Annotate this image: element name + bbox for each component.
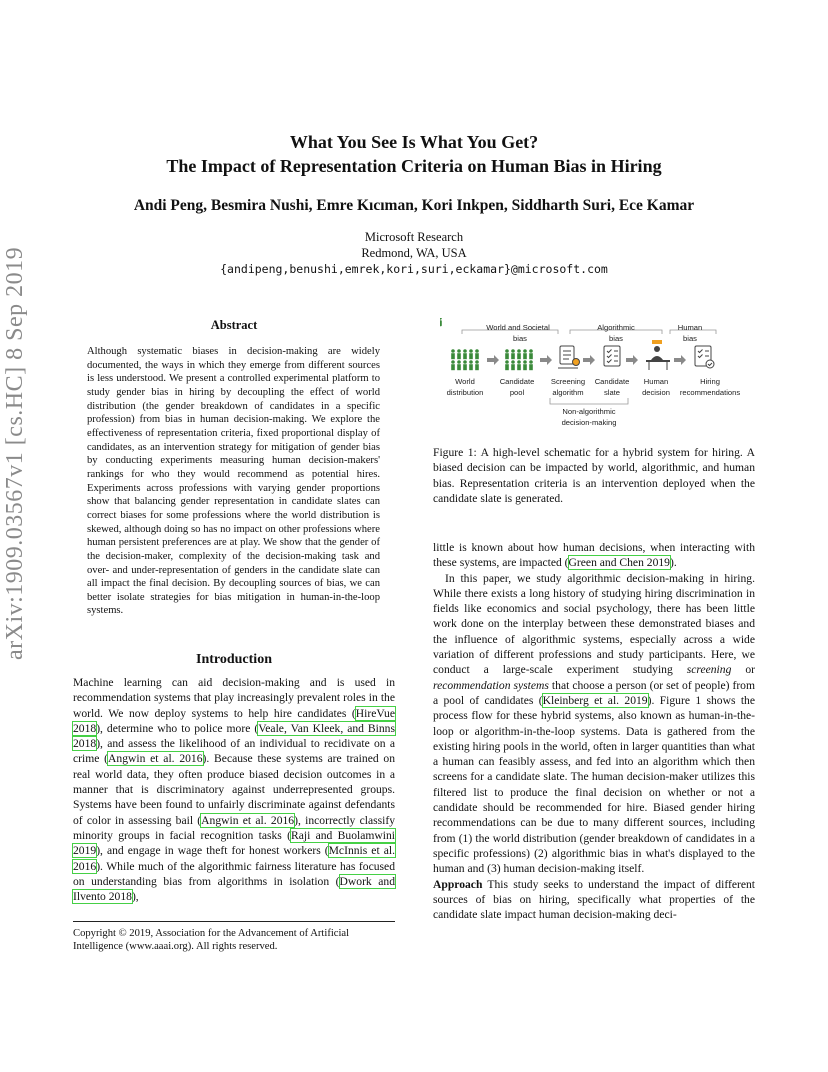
stage-label-slate: Candidate slate: [594, 377, 630, 397]
group-label-human: Human bias: [677, 323, 703, 343]
stage-label-pool: Candidate pool: [499, 377, 535, 397]
stage-label-screening: Screening algorithm: [550, 377, 586, 397]
arrow-icon: [583, 355, 595, 365]
candidate-pool-icon: [505, 349, 533, 370]
citation-link[interactable]: Kleinberg et al. 2019: [542, 693, 648, 707]
intro-text: ), and assess the likelihood of an individual to recidivate on a crime (: [73, 737, 395, 766]
intro-text: ),: [131, 890, 139, 904]
group-label-algorithmic: Algorithmic bias: [597, 323, 635, 343]
affiliation-org: Microsoft Research: [364, 230, 464, 244]
author-emails: {andipeng,benushi,emrek,kori,suri,eckamar}@microsoft.com: [220, 262, 608, 276]
body-text: that choose a person (or set of people) from a pool of candidates (: [433, 678, 755, 707]
arrow-icon: [487, 355, 499, 365]
figure-1-caption: Figure 1: A high-level schematic for a hybrid system for hiring. A biased decision can be impacted by world, algorithmic, and human bias. Representation criteria is an intervention deployed when the candidate slate is generated.: [433, 446, 755, 505]
candidate-slate-icon: [604, 346, 620, 366]
citation-link[interactable]: Veale, Van Kleek, and Binns 2018: [73, 721, 395, 751]
introduction-heading: Introduction: [196, 652, 272, 667]
arrow-icon: [674, 355, 686, 365]
stage-label-world: World distribution: [446, 377, 484, 397]
stage-label-human: Human decision: [642, 377, 670, 397]
intro-text: ). Because these systems are trained on real world data, they often produce biased decision outcomes in a manner that is discriminatory against underrepresented groups. Systems have been found to unfairly discriminate against defendants of color in assessing bail (: [73, 752, 396, 827]
intro-text: ). While much of the algorithmic fairness literature has focused on understanding bias from algorithms in isolation (: [73, 859, 395, 888]
group-label-world: World and Societal bias: [486, 323, 550, 343]
citation-link[interactable]: Angwin et al. 2016: [108, 752, 203, 766]
non-algorithmic-label: Non-algorithmic decision-making: [561, 407, 617, 427]
introduction-body: [73, 675, 395, 904]
citation-link[interactable]: Dwork and Ilvento 2018: [73, 874, 395, 904]
hiring-recommendations-icon: [695, 346, 714, 368]
title-line-2: The Impact of Representation Criteria on Human Bias in Hiring: [166, 156, 662, 176]
intro-text: ), determine who to police more (: [96, 721, 259, 735]
body-text: This study seeks to understand the impact of different sources of bias on hiring, specifically what properties of the candidate slate impact human decision-making deci-: [433, 877, 755, 922]
emphasis-text: recommendation systems: [433, 678, 549, 692]
emphasis-text: screening: [686, 663, 732, 677]
citation-link[interactable]: Angwin et al. 2016: [201, 813, 295, 827]
world-people-icon: [451, 349, 479, 370]
screening-algorithm-icon: [558, 346, 580, 368]
intro-text: ), and engage in wage theft for honest workers (: [96, 844, 329, 858]
title-line-1: What You See Is What You Get?: [289, 132, 539, 152]
human-decision-icon: [646, 340, 670, 370]
arrow-icon: [626, 355, 638, 365]
abstract-body: Although systematic biases in decision-making are widely documented, the ways in which they emerge from different sources is less understood. We present a controlled experimental platform to study gender bias in hiring by decoupling the effect of world distribution (the gender breakdown of candidates in a specific profession) from bias in human decision-making. We explore the effectiveness of representation criteria, fixed proportional display of candidates, as an intervention strategy for mitigation of gender bias by conducting experiments measuring human decision-makers' rankings for who they would recommend as potential hires. Experiments across professions with varying gender proportions show that balancing gender representation in candidate slates can correct biases for some professions where the world distribution is skewed, although doing so has no impact on other professions where human persistent preferences are at play. We show that the gender of the decision-maker, complexity of the decision-making task and over- and under-representation of genders in the candidate slate can all impact the final decision. By decoupling sources of bias, we can better isolate strategies for bias mitigation in human-in-the-loop systems.: [87, 346, 380, 617]
body-text: ). Figure 1 shows the process flow for these hybrid systems, also known as human-in-the-loop or algorithm-in-the-loop systems. Data is gathered from the existing hiring pools in the world, often in larger quantities than what a human can feasibly assess, and fed into an algorithm which then screens for a candidate slate. The human decision-maker utilizes this filtered list to produce the final decision on whether or not a candidate should be recommended for hire. Biased gender hiring recommendations can be due to many different sources, including from (1) the world distribution (gender breakdown of candidates in a specific professions) (2) algorithmic bias in what's displayed to the human and (3) human decision-making itself.: [433, 693, 755, 876]
affiliation: [0, 229, 828, 277]
copyright-notice: Copyright © 2019, Association for the Advancement of Artificial Intelligence (www.aaai.org). All rights reserved.: [73, 921, 395, 953]
abstract-heading: Abstract: [210, 318, 258, 332]
right-column-body: [433, 540, 755, 922]
author-list: Andi Peng, Besmira Nushi, Emre Kıcıman, Kori Inkpen, Siddharth Suri, Ece Kamar: [133, 197, 695, 214]
citation-link[interactable]: HireVue 2018: [73, 706, 395, 735]
body-text: In this paper, we study algorithmic decision-making in hiring. While there exists a long history of studying hiring discrimination in fields like economics and social psychology, there has been little work done on the interplay between these demonstrated biases and the influence of algorithmic systems, especially across a wide variation of different professions and study participants. Here, we conduct a large-scale experiment studying: [433, 571, 755, 677]
intro-text: ), incorrectly classify minority groups in facial recognition tasks (: [73, 813, 396, 842]
body-text: little is known about how human decisions, when interacting with these systems, are impacted (: [433, 541, 755, 570]
body-text: ).: [669, 556, 677, 570]
run-in-heading: Approach: [433, 877, 483, 891]
world-distribution-icon: [440, 318, 442, 326]
arrow-icon: [540, 355, 552, 365]
figure-1-schematic: [440, 318, 760, 436]
intro-text: Machine learning can aid decision-making and is used in recommendation systems that play increasingly prevalent roles in the world. We now deploy systems to help hire candidates (: [73, 676, 395, 720]
affiliation-location: Redmond, WA, USA: [361, 246, 467, 260]
citation-link[interactable]: McInnis et al. 2016: [73, 844, 395, 873]
citation-link[interactable]: Raji and Buolamwini 2019: [73, 828, 395, 858]
body-text: or: [731, 663, 755, 677]
paper-title: [0, 130, 828, 178]
arxiv-watermark: arXiv:1909.03567v1 [cs.HC] 8 Sep 2019: [2, 246, 28, 660]
stage-label-hiring: Hiring recommendations: [679, 377, 741, 397]
citation-link[interactable]: Green and Chen 2019: [568, 556, 670, 570]
